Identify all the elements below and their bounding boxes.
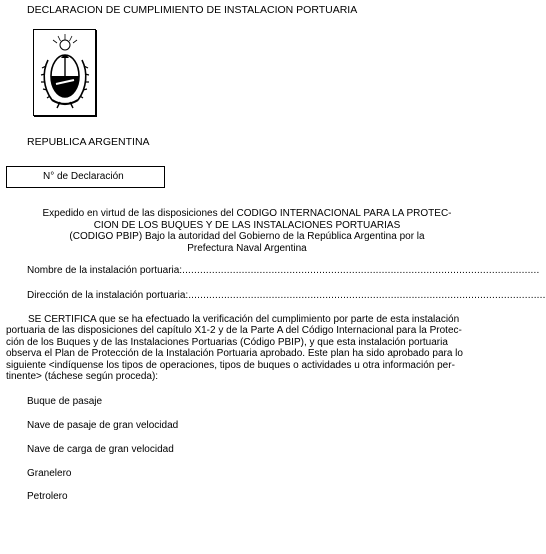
issued-line: (CODIGO PBIP) Bajo la autoridad del Gobierno de la República Argentina por la: [69, 231, 425, 242]
option-high-speed-cargo-craft[interactable]: Nave de carga de gran velocidad: [27, 444, 174, 455]
coat-of-arms-seal: [33, 29, 96, 116]
facility-name-field[interactable]: [27, 265, 540, 276]
issued-line: CION DE LOS BUQUES Y DE LAS INSTALACIONES PORTUARIAS: [93, 219, 401, 231]
certification-line: SE CERTIFICA que se ha efectuado la verificación del cumplimiento por parte de esta instalación: [28, 314, 460, 325]
option-high-speed-passenger-craft[interactable]: Nave de pasaje de gran velocidad: [27, 420, 179, 431]
declaration-number-label: N° de Declaración: [43, 171, 124, 182]
option-bulk-carrier[interactable]: Granelero: [27, 468, 72, 479]
issued-under-paragraph: [22, 208, 472, 254]
certification-paragraph: [6, 314, 482, 382]
option-passenger-ship[interactable]: Buque de pasaje: [27, 396, 103, 407]
option-oil-tanker[interactable]: Petrolero: [27, 491, 68, 502]
country-name: REPUBLICA ARGENTINA: [27, 136, 150, 148]
facility-address-label: Dirección de la instalación portuaria:: [27, 290, 189, 301]
issued-line: Expedido en virtud de las disposiciones del CODIGO INTERNACIONAL PARA LA PROTEC-: [42, 208, 452, 219]
certification-line: ción de los Buques y de las Instalaciones Portuarias (Código PBIP), y que esta instalación portuaria: [6, 336, 448, 348]
coat-of-arms-argentina-icon: [34, 30, 97, 117]
facility-address-field[interactable]: [27, 290, 546, 301]
certification-line: observa el Plan de Protección de la Instalación Portuaria aprobado. Este plan ha sido aprobado para lo: [6, 348, 463, 360]
document-title: DECLARACION DE CUMPLIMIENTO DE INSTALACION PORTUARIA: [27, 4, 358, 16]
fill-in-dots: ........................................................................................................................: [182, 265, 540, 276]
facility-name-label: Nombre de la instalación portuaria:: [27, 265, 183, 276]
fill-in-dots: ........................................................................................................................: [188, 290, 546, 301]
issued-line: Prefectura Naval Argentina: [187, 242, 307, 254]
declaration-number-box[interactable]: [6, 166, 165, 188]
certification-line: siguiente <indíquense los tipos de operaciones, tipos de buques o actividades u otra información per-: [6, 359, 455, 371]
certification-line: tinente> (táchese según proceda):: [6, 371, 159, 383]
certification-line: portuaria de las disposiciones del capítulo X1-2 y de la Parte A del Código Internacional para la Protec-: [6, 325, 462, 337]
